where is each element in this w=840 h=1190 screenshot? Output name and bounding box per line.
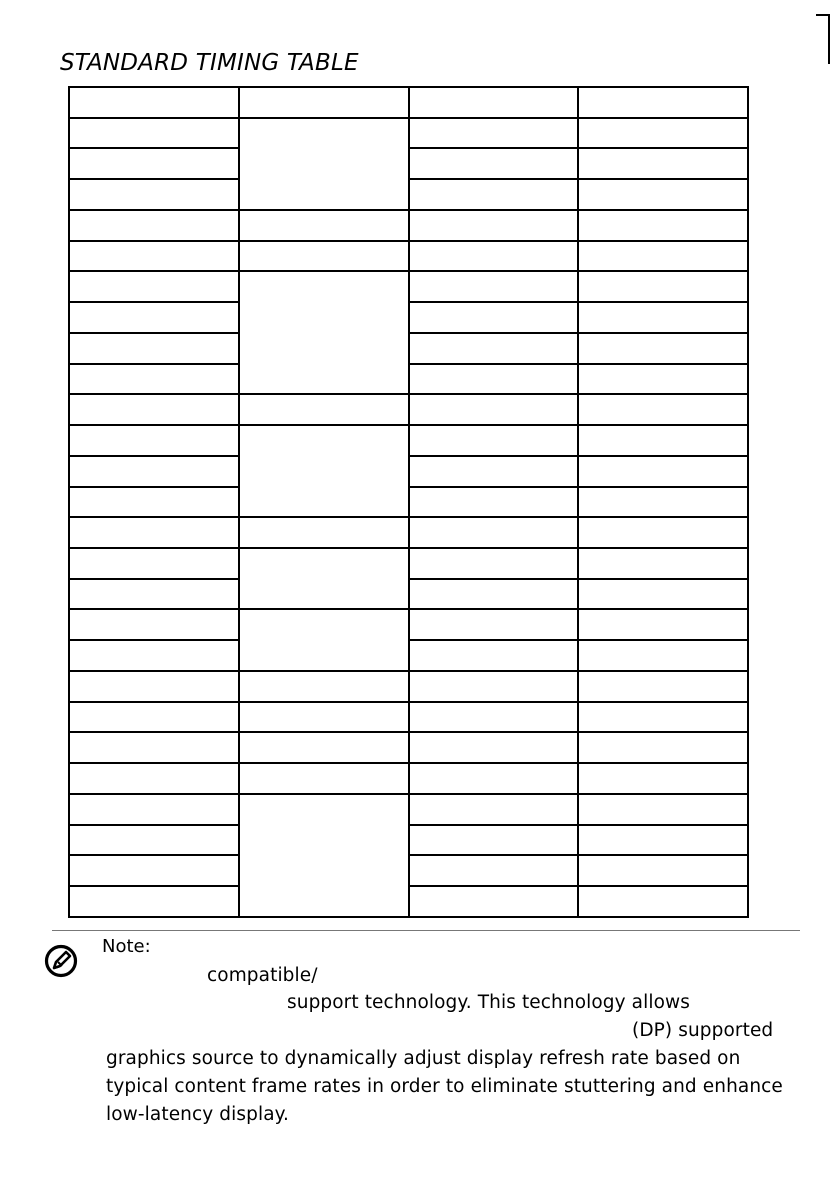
table-row bbox=[69, 333, 748, 364]
table-row bbox=[69, 579, 748, 610]
table-cell bbox=[409, 825, 579, 856]
table-cell bbox=[578, 671, 748, 702]
table-row bbox=[69, 671, 748, 702]
note-line: low-latency display. bbox=[106, 1104, 290, 1125]
table-cell bbox=[409, 302, 579, 333]
table-row bbox=[69, 825, 748, 856]
table-cell bbox=[239, 763, 409, 794]
table-cell bbox=[69, 148, 239, 179]
table-cell bbox=[69, 425, 239, 456]
table-cell bbox=[69, 241, 239, 272]
table-row bbox=[69, 118, 748, 149]
table-cell bbox=[69, 271, 239, 302]
table-cell bbox=[578, 825, 748, 856]
table-cell bbox=[409, 425, 579, 456]
table-row bbox=[69, 609, 748, 640]
note-line: support technology. This technology allows bbox=[287, 992, 690, 1013]
table-cell bbox=[578, 302, 748, 333]
table-cell bbox=[409, 179, 579, 210]
table-row bbox=[69, 425, 748, 456]
table-cell bbox=[239, 210, 409, 241]
table-row bbox=[69, 271, 748, 302]
table-row bbox=[69, 241, 748, 272]
table-cell bbox=[578, 609, 748, 640]
table-cell bbox=[578, 763, 748, 794]
table-cell bbox=[578, 271, 748, 302]
table-cell bbox=[409, 394, 579, 425]
table-cell bbox=[409, 855, 579, 886]
table-cell bbox=[578, 548, 748, 579]
table-cell bbox=[409, 118, 579, 149]
table-cell bbox=[239, 241, 409, 272]
table-cell bbox=[69, 886, 239, 917]
table-cell bbox=[578, 456, 748, 487]
table-cell bbox=[409, 702, 579, 733]
table-cell bbox=[578, 886, 748, 917]
table-cell bbox=[578, 794, 748, 825]
table-row bbox=[69, 548, 748, 579]
table-cell-merged bbox=[239, 794, 409, 917]
table-row bbox=[69, 702, 748, 733]
table-cell bbox=[69, 671, 239, 702]
table-cell bbox=[578, 640, 748, 671]
pen-note-icon bbox=[44, 944, 78, 978]
table-cell bbox=[578, 425, 748, 456]
table-cell bbox=[409, 487, 579, 518]
table-cell bbox=[69, 794, 239, 825]
table-cell bbox=[69, 179, 239, 210]
table-cell bbox=[409, 87, 579, 118]
table-cell bbox=[239, 517, 409, 548]
table-cell-merged bbox=[239, 609, 409, 670]
table-cell bbox=[69, 364, 239, 395]
table-cell bbox=[69, 118, 239, 149]
note-label: Note: bbox=[102, 936, 151, 957]
table-cell bbox=[409, 333, 579, 364]
table-cell bbox=[578, 87, 748, 118]
table-cell bbox=[409, 763, 579, 794]
table-cell-merged bbox=[239, 548, 409, 609]
table-cell bbox=[578, 702, 748, 733]
table-cell bbox=[578, 118, 748, 149]
table-cell bbox=[239, 394, 409, 425]
table-row bbox=[69, 394, 748, 425]
table-cell bbox=[409, 148, 579, 179]
table-cell bbox=[69, 456, 239, 487]
table-cell bbox=[239, 732, 409, 763]
table-cell-merged bbox=[239, 425, 409, 517]
table-cell bbox=[578, 579, 748, 610]
table-cell bbox=[69, 702, 239, 733]
note-line: (DP) supported bbox=[632, 1020, 774, 1041]
standard-timing-table bbox=[68, 86, 749, 918]
table-row bbox=[69, 855, 748, 886]
table-cell bbox=[409, 271, 579, 302]
crop-mark bbox=[816, 14, 830, 64]
table-cell-merged bbox=[239, 271, 409, 394]
table-cell bbox=[239, 671, 409, 702]
table-cell bbox=[578, 148, 748, 179]
table-cell bbox=[578, 210, 748, 241]
table-cell bbox=[239, 702, 409, 733]
table-cell bbox=[578, 487, 748, 518]
table-cell bbox=[239, 87, 409, 118]
table-cell bbox=[69, 210, 239, 241]
table-row bbox=[69, 456, 748, 487]
table-cell bbox=[69, 825, 239, 856]
table-cell bbox=[409, 456, 579, 487]
table-cell bbox=[409, 671, 579, 702]
table-cell bbox=[409, 548, 579, 579]
page-title: STANDARD TIMING TABLE bbox=[60, 50, 359, 76]
note-line: compatible/ bbox=[207, 965, 318, 986]
note-line: graphics source to dynamically adjust display refresh rate based on bbox=[106, 1048, 741, 1069]
table-row bbox=[69, 794, 748, 825]
table-cell bbox=[69, 517, 239, 548]
table-cell bbox=[69, 609, 239, 640]
table-cell bbox=[409, 517, 579, 548]
table-row bbox=[69, 732, 748, 763]
note-divider bbox=[52, 930, 800, 931]
table-row bbox=[69, 763, 748, 794]
table-cell bbox=[409, 794, 579, 825]
table-cell bbox=[578, 732, 748, 763]
table-cell bbox=[578, 333, 748, 364]
table-cell bbox=[409, 886, 579, 917]
table-cell bbox=[69, 579, 239, 610]
table-row bbox=[69, 179, 748, 210]
note-line: typical content frame rates in order to eliminate stuttering and enhance bbox=[106, 1076, 783, 1097]
table-row bbox=[69, 886, 748, 917]
table-cell bbox=[69, 855, 239, 886]
table-cell bbox=[69, 732, 239, 763]
table-row bbox=[69, 302, 748, 333]
table-cell bbox=[69, 394, 239, 425]
table-row bbox=[69, 487, 748, 518]
table-row bbox=[69, 640, 748, 671]
table-cell bbox=[409, 364, 579, 395]
table-cell bbox=[578, 241, 748, 272]
table-cell bbox=[69, 87, 239, 118]
table-row bbox=[69, 210, 748, 241]
table-cell bbox=[69, 763, 239, 794]
table-row bbox=[69, 148, 748, 179]
table-cell bbox=[409, 732, 579, 763]
table-row bbox=[69, 517, 748, 548]
table-cell bbox=[69, 333, 239, 364]
table-cell bbox=[69, 302, 239, 333]
table-row bbox=[69, 87, 748, 118]
table-cell bbox=[69, 487, 239, 518]
table-cell bbox=[409, 241, 579, 272]
table-cell bbox=[578, 364, 748, 395]
table-cell bbox=[69, 548, 239, 579]
table-cell bbox=[409, 210, 579, 241]
table-cell bbox=[578, 394, 748, 425]
table-cell-merged bbox=[239, 118, 409, 210]
table-cell bbox=[69, 640, 239, 671]
table-cell bbox=[578, 179, 748, 210]
table-cell bbox=[409, 579, 579, 610]
table-cell bbox=[578, 855, 748, 886]
table-cell bbox=[409, 640, 579, 671]
table-cell bbox=[578, 517, 748, 548]
table-row bbox=[69, 364, 748, 395]
table-cell bbox=[409, 609, 579, 640]
